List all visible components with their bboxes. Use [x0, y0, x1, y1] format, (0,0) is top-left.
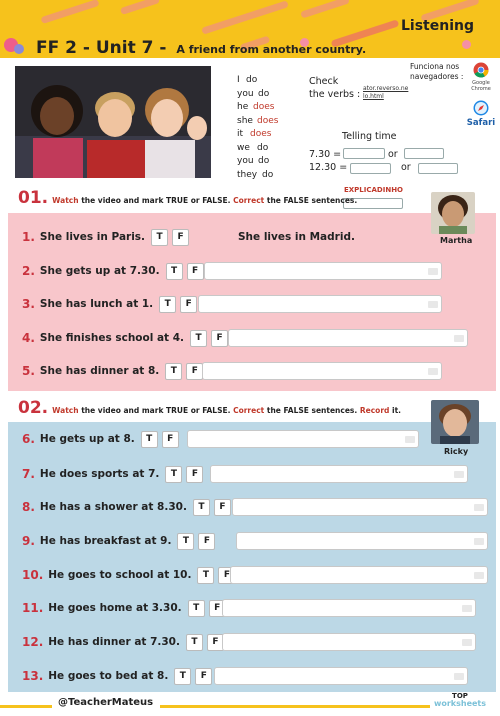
question-row: [22, 599, 230, 617]
question-row: [22, 566, 239, 584]
martha-label: Martha: [440, 236, 473, 245]
or-label: or: [388, 149, 398, 160]
question-sentence: He goes home at 3.30.: [48, 602, 182, 614]
verb-pronoun: I: [237, 75, 240, 85]
browsers-label-line2: navegadores :: [410, 72, 464, 81]
answer-text[interactable]: She lives in Madrid.: [238, 231, 355, 243]
safari-label: Safari: [466, 118, 496, 128]
question-number: 5.: [22, 364, 35, 378]
question-sentence: He does sports at 7.: [39, 468, 160, 480]
verb-pronoun: it: [237, 129, 244, 139]
question-row: [22, 667, 216, 685]
resize-handle-icon: [462, 639, 472, 646]
safari-icon: [473, 100, 489, 116]
false-button[interactable]: F: [211, 330, 228, 347]
or-label: or: [401, 162, 411, 173]
browsers-label-line1: Funciona nos: [410, 62, 460, 71]
question-sentence: She lives in Paris.: [39, 231, 146, 243]
time-row2-input-1[interactable]: [350, 163, 391, 174]
verb-form: do: [246, 75, 258, 85]
question-number: 6.: [22, 432, 35, 446]
answer-input[interactable]: [222, 633, 476, 651]
false-button[interactable]: F: [218, 567, 235, 584]
title-subtitle: A friend from another country.: [176, 43, 367, 56]
question-number: 11.: [22, 601, 44, 615]
martha-photo: [431, 192, 475, 234]
verb-pronoun: you: [237, 88, 254, 99]
question-row: [22, 362, 207, 380]
check-label-line1: Check: [309, 76, 339, 87]
resize-handle-icon: [428, 368, 438, 375]
true-button[interactable]: T: [186, 634, 203, 651]
decor-stripe: [300, 0, 350, 19]
question-row: [22, 633, 228, 651]
section1-instruction: [52, 196, 357, 205]
verb-form: do: [257, 142, 269, 153]
verb-pronoun: we: [237, 142, 250, 153]
chrome-badge: [468, 62, 494, 92]
verb-form: do: [258, 156, 270, 166]
question-number: 12.: [22, 635, 44, 649]
section2-instruction: [52, 406, 401, 415]
time-row2-label: 12.30 =: [309, 162, 348, 173]
instr-text: the FALSE sentences.: [266, 406, 358, 415]
question-number: 3.: [22, 297, 35, 311]
question-sentence: He has dinner at 7.30.: [48, 636, 180, 648]
answer-input[interactable]: [187, 430, 419, 448]
resize-handle-icon: [474, 504, 484, 511]
footer-handle: @TeacherMateus: [58, 697, 154, 708]
question-sentence: She has lunch at 1.: [39, 298, 154, 310]
question-number: 13.: [22, 669, 44, 683]
false-button[interactable]: F: [207, 634, 224, 651]
decor-dot: [462, 40, 471, 49]
false-button[interactable]: F: [214, 499, 231, 516]
instr-text: the video and mark TRUE or FALSE.: [81, 406, 231, 415]
answer-input[interactable]: [198, 295, 442, 313]
decor-dot: [14, 44, 24, 54]
answer-input[interactable]: [228, 329, 468, 347]
decor-stripe: [40, 0, 99, 24]
instr-correct: Correct: [233, 406, 265, 415]
chrome-label-line1: Google: [472, 80, 490, 86]
false-button[interactable]: F: [186, 466, 203, 483]
question-row: [22, 498, 235, 516]
video-frame-image: [15, 66, 211, 178]
brand-top: TOP: [452, 692, 468, 700]
instr-watch: Watch: [52, 196, 79, 205]
question-number: 10.: [22, 568, 44, 582]
true-button[interactable]: T: [165, 466, 182, 483]
verbs-link[interactable]: ator.reverso.ne: [363, 85, 409, 92]
question-row: [22, 430, 183, 448]
false-button[interactable]: F: [186, 363, 203, 380]
true-button[interactable]: T: [197, 567, 214, 584]
false-button[interactable]: F: [198, 533, 215, 550]
answer-input[interactable]: [214, 667, 468, 685]
top-worksheets-logo: [434, 692, 486, 708]
title-text: FF 2 - Unit 7 -: [36, 38, 167, 58]
question-row: [22, 262, 208, 280]
false-button[interactable]: F: [209, 600, 226, 617]
ricky-label: Ricky: [444, 447, 469, 456]
resize-handle-icon: [454, 335, 464, 342]
martha-image: [431, 192, 475, 234]
question-sentence: He goes to school at 10.: [48, 569, 192, 581]
verb-form: do: [258, 88, 270, 99]
true-button[interactable]: T: [166, 263, 183, 280]
question-sentence: He goes to bed at 8.: [48, 670, 169, 682]
answer-input[interactable]: [202, 362, 442, 380]
question-number: 7.: [22, 467, 35, 481]
instr-watch: Watch: [52, 406, 79, 415]
question-number: 2.: [22, 264, 35, 278]
question-number: 1.: [22, 230, 35, 244]
question-number: 8.: [22, 500, 35, 514]
question-number: 4.: [22, 331, 35, 345]
true-button[interactable]: T: [141, 431, 158, 448]
answer-input[interactable]: [210, 465, 468, 483]
decor-stripe: [201, 0, 289, 34]
answer-input[interactable]: [236, 532, 488, 550]
verb-form: does: [257, 115, 279, 126]
resize-handle-icon: [462, 605, 472, 612]
verb-form: does: [250, 129, 272, 139]
time-row1-input-1[interactable]: [343, 148, 385, 159]
footer-bar-right: [160, 705, 430, 708]
false-button[interactable]: F: [172, 229, 189, 246]
telling-time-title: Telling time: [342, 131, 397, 142]
resize-handle-icon: [428, 301, 438, 308]
true-button[interactable]: T: [188, 600, 205, 617]
question-row: [22, 295, 201, 313]
question-sentence: He gets up at 8.: [39, 433, 135, 445]
verb-pronoun: they: [237, 169, 258, 180]
verb-pronoun: you: [237, 156, 254, 166]
true-button[interactable]: T: [177, 533, 194, 550]
verbs-link-end[interactable]: lo.html: [363, 93, 384, 100]
section-label: Listening: [401, 18, 474, 34]
section1-heading: [18, 188, 357, 208]
footer-bar-left: [0, 705, 52, 708]
time-row2-input-2[interactable]: [418, 163, 458, 174]
answer-input[interactable]: [232, 498, 488, 516]
question-sentence: She gets up at 7.30.: [39, 265, 160, 277]
false-button[interactable]: F: [162, 431, 179, 448]
ricky-image: [431, 400, 479, 444]
true-button[interactable]: T: [174, 668, 191, 685]
safari-badge: [466, 100, 496, 128]
ricky-photo: [431, 400, 479, 444]
footer: [0, 692, 500, 716]
resize-handle-icon: [474, 572, 484, 579]
question-sentence: She finishes school at 4.: [39, 332, 185, 344]
false-button[interactable]: F: [195, 668, 212, 685]
true-button[interactable]: T: [193, 499, 210, 516]
question-sentence: He has a shower at 8.30.: [39, 501, 187, 513]
chrome-label-line2: Chrome: [471, 86, 491, 92]
resize-handle-icon: [454, 673, 464, 680]
true-button[interactable]: T: [151, 229, 168, 246]
explicadinho-label: EXPLICADINHO: [344, 186, 404, 194]
video-player[interactable]: [15, 66, 211, 178]
instr-text: the FALSE sentences.: [266, 196, 358, 205]
question-sentence: She has dinner at 8.: [39, 365, 160, 377]
true-button[interactable]: T: [190, 330, 207, 347]
section2-panel: [8, 422, 496, 692]
question-sentence: He has breakfast at 9.: [39, 535, 172, 547]
resize-handle-icon: [454, 471, 464, 478]
verb-pronoun: she: [237, 115, 253, 126]
verb-pronoun: he: [237, 102, 249, 112]
answer-input[interactable]: [230, 566, 488, 584]
verb-form: do: [262, 169, 274, 180]
false-button[interactable]: F: [180, 296, 197, 313]
question-number: 9.: [22, 534, 35, 548]
verb-form: does: [253, 102, 275, 112]
resize-handle-icon: [474, 538, 484, 545]
instr-text: the video and mark TRUE or FALSE.: [81, 196, 231, 205]
decor-stripe: [120, 0, 160, 15]
question-row: [22, 329, 232, 347]
false-button[interactable]: F: [187, 263, 204, 280]
question-row: [22, 532, 219, 550]
check-label-line2: the verbs :: [309, 89, 361, 100]
page-title: [36, 38, 366, 58]
resize-handle-icon: [428, 268, 438, 275]
chrome-icon: [473, 62, 489, 78]
question-row: [22, 465, 207, 483]
true-button[interactable]: T: [165, 363, 182, 380]
true-button[interactable]: T: [159, 296, 176, 313]
section2-number: 02.: [18, 398, 49, 418]
section2-heading: [18, 398, 401, 418]
time-row1-label: 7.30 =: [309, 149, 342, 160]
answer-input[interactable]: [204, 262, 442, 280]
instr-record: Record: [359, 406, 390, 415]
time-row1-input-2[interactable]: [404, 148, 444, 159]
section1-number: 01.: [18, 188, 49, 208]
instr-text: it.: [392, 406, 402, 415]
brand-bottom: worksheets: [433, 699, 486, 708]
question-row: [22, 228, 193, 246]
instr-correct: Correct: [233, 196, 265, 205]
answer-input[interactable]: [222, 599, 476, 617]
resize-handle-icon: [405, 436, 415, 443]
